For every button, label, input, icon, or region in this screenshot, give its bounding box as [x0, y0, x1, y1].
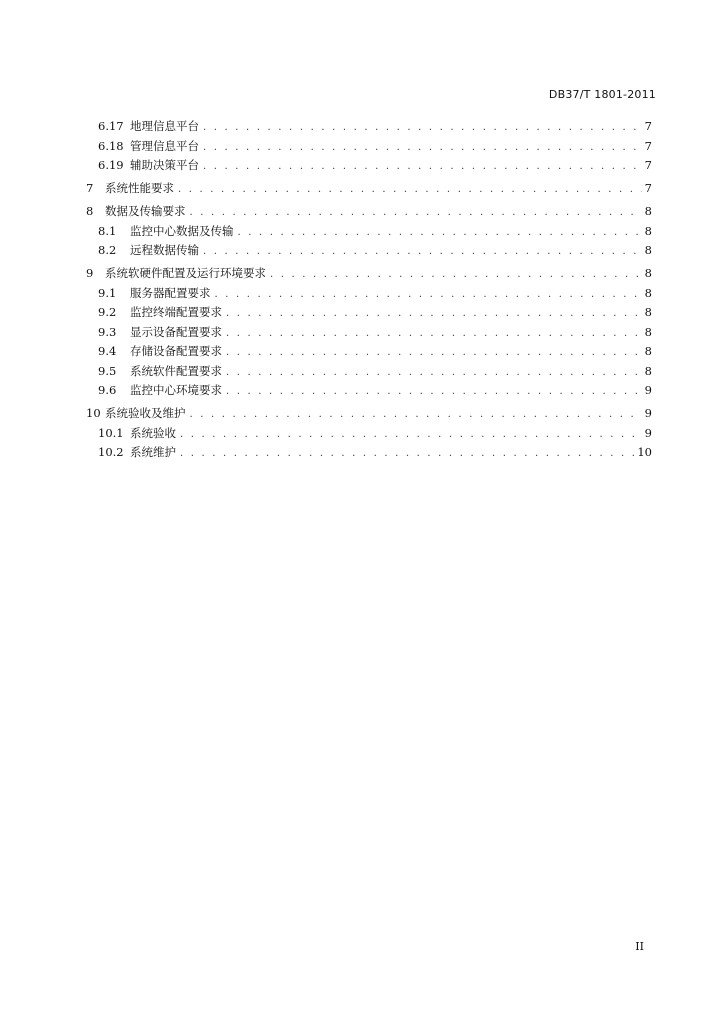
toc-entry-title: 系统维护 [130, 445, 176, 459]
toc-entry-page: 8 [644, 363, 652, 378]
toc-entry-number: 10.1 [98, 425, 124, 440]
toc-dot-leader [203, 138, 642, 158]
toc-dot-leader [203, 118, 642, 138]
toc-dot-leader [270, 264, 642, 286]
toc-entry-number: 6.19 [98, 158, 124, 172]
toc-entry-title: 显示设备配置要求 [130, 324, 222, 339]
toc-entry-page: 8 [644, 344, 652, 358]
toc-entry-page: 9 [644, 425, 652, 440]
toc-entry-number: 9.3 [98, 324, 117, 339]
toc-entry-number: 9.1 [98, 285, 117, 300]
toc-entry-title: 系统软件配置要求 [130, 363, 222, 378]
toc-entry-page: 8 [644, 305, 652, 319]
toc-dot-leader [203, 157, 642, 177]
toc-entry-number: 9.5 [98, 363, 117, 378]
toc-dot-leader [203, 242, 642, 262]
toc-entry-page: 7 [644, 138, 652, 153]
toc-entry-title: 系统验收 [130, 425, 176, 440]
toc-dot-leader [226, 343, 642, 363]
toc-entry-page: 7 [644, 158, 652, 172]
toc-dot-leader [226, 363, 642, 383]
toc-entry-title: 地理信息平台 [130, 119, 199, 133]
table-of-contents [86, 117, 652, 463]
toc-entry-number: 10.2 [98, 445, 124, 459]
toc-entry-number: 6.17 [98, 119, 124, 133]
toc-entry[interactable] [86, 342, 652, 362]
toc-dot-leader [238, 223, 642, 243]
toc-entry[interactable] [86, 262, 652, 284]
toc-entry-number: 8.1 [98, 223, 117, 238]
toc-entry-number: 6.18 [98, 138, 124, 153]
toc-dot-leader [180, 444, 634, 464]
toc-entry[interactable] [86, 303, 652, 323]
toc-entry-title: 监控中心环境要求 [130, 383, 222, 397]
toc-entry-page: 9 [644, 383, 652, 397]
page-number: II [635, 940, 644, 953]
toc-entry-title: 远程数据传输 [130, 243, 199, 257]
toc-entry-number: 8.2 [98, 243, 117, 257]
toc-entry-page: 8 [644, 324, 652, 339]
toc-entry-title: 系统软硬件配置及运行环境要求 [105, 265, 266, 280]
toc-entry[interactable] [86, 222, 652, 242]
toc-entry-title: 辅助决策平台 [130, 158, 199, 172]
toc-entry-page: 9 [644, 405, 652, 420]
toc-entry-title: 服务器配置要求 [130, 285, 211, 300]
toc-dot-leader [190, 202, 642, 224]
toc-entry-page: 8 [644, 223, 652, 238]
toc-entry[interactable] [86, 200, 652, 222]
toc-dot-leader [178, 179, 642, 201]
toc-entry-page: 8 [644, 265, 652, 280]
toc-entry-number: 10 [86, 405, 101, 420]
toc-entry-page: 8 [644, 203, 652, 218]
toc-entry-page: 7 [644, 119, 652, 133]
toc-entry-number: 9.4 [98, 344, 117, 358]
toc-entry-title: 监控终端配置要求 [130, 305, 222, 319]
toc-entry[interactable] [86, 117, 652, 137]
toc-entry[interactable] [86, 241, 652, 261]
toc-entry-number: 9.6 [98, 383, 117, 397]
toc-entry[interactable] [86, 137, 652, 157]
toc-entry-page: 10 [637, 445, 652, 459]
toc-entry-title: 系统验收及维护 [105, 405, 186, 420]
toc-dot-leader [215, 285, 642, 305]
toc-entry-page: 8 [644, 285, 652, 300]
toc-entry-number: 9 [86, 265, 94, 280]
toc-entry[interactable] [86, 323, 652, 343]
toc-entry-title: 监控中心数据及传输 [130, 223, 234, 238]
toc-dot-leader [180, 425, 642, 445]
toc-entry[interactable] [86, 156, 652, 176]
toc-dot-leader [226, 324, 642, 344]
toc-entry[interactable] [86, 402, 652, 424]
toc-entry[interactable] [86, 443, 652, 463]
toc-dot-leader [190, 404, 642, 426]
toc-entry-title: 数据及传输要求 [105, 203, 186, 218]
toc-entry[interactable] [86, 362, 652, 382]
toc-entry-number: 8 [86, 203, 94, 218]
toc-entry[interactable] [86, 284, 652, 304]
toc-entry[interactable] [86, 177, 652, 199]
toc-entry-page: 8 [644, 243, 652, 257]
toc-entry-page: 7 [644, 180, 652, 195]
toc-entry[interactable] [86, 424, 652, 444]
toc-entry-number: 9.2 [98, 305, 117, 319]
toc-dot-leader [226, 304, 642, 324]
toc-entry-title: 存储设备配置要求 [130, 344, 222, 358]
toc-entry[interactable] [86, 381, 652, 401]
toc-dot-leader [226, 382, 642, 402]
toc-entry-title: 管理信息平台 [130, 138, 199, 153]
toc-entry-number: 7 [86, 180, 94, 195]
standard-code: DB37/T 1801-2011 [548, 88, 656, 101]
toc-entry-title: 系统性能要求 [105, 180, 174, 195]
